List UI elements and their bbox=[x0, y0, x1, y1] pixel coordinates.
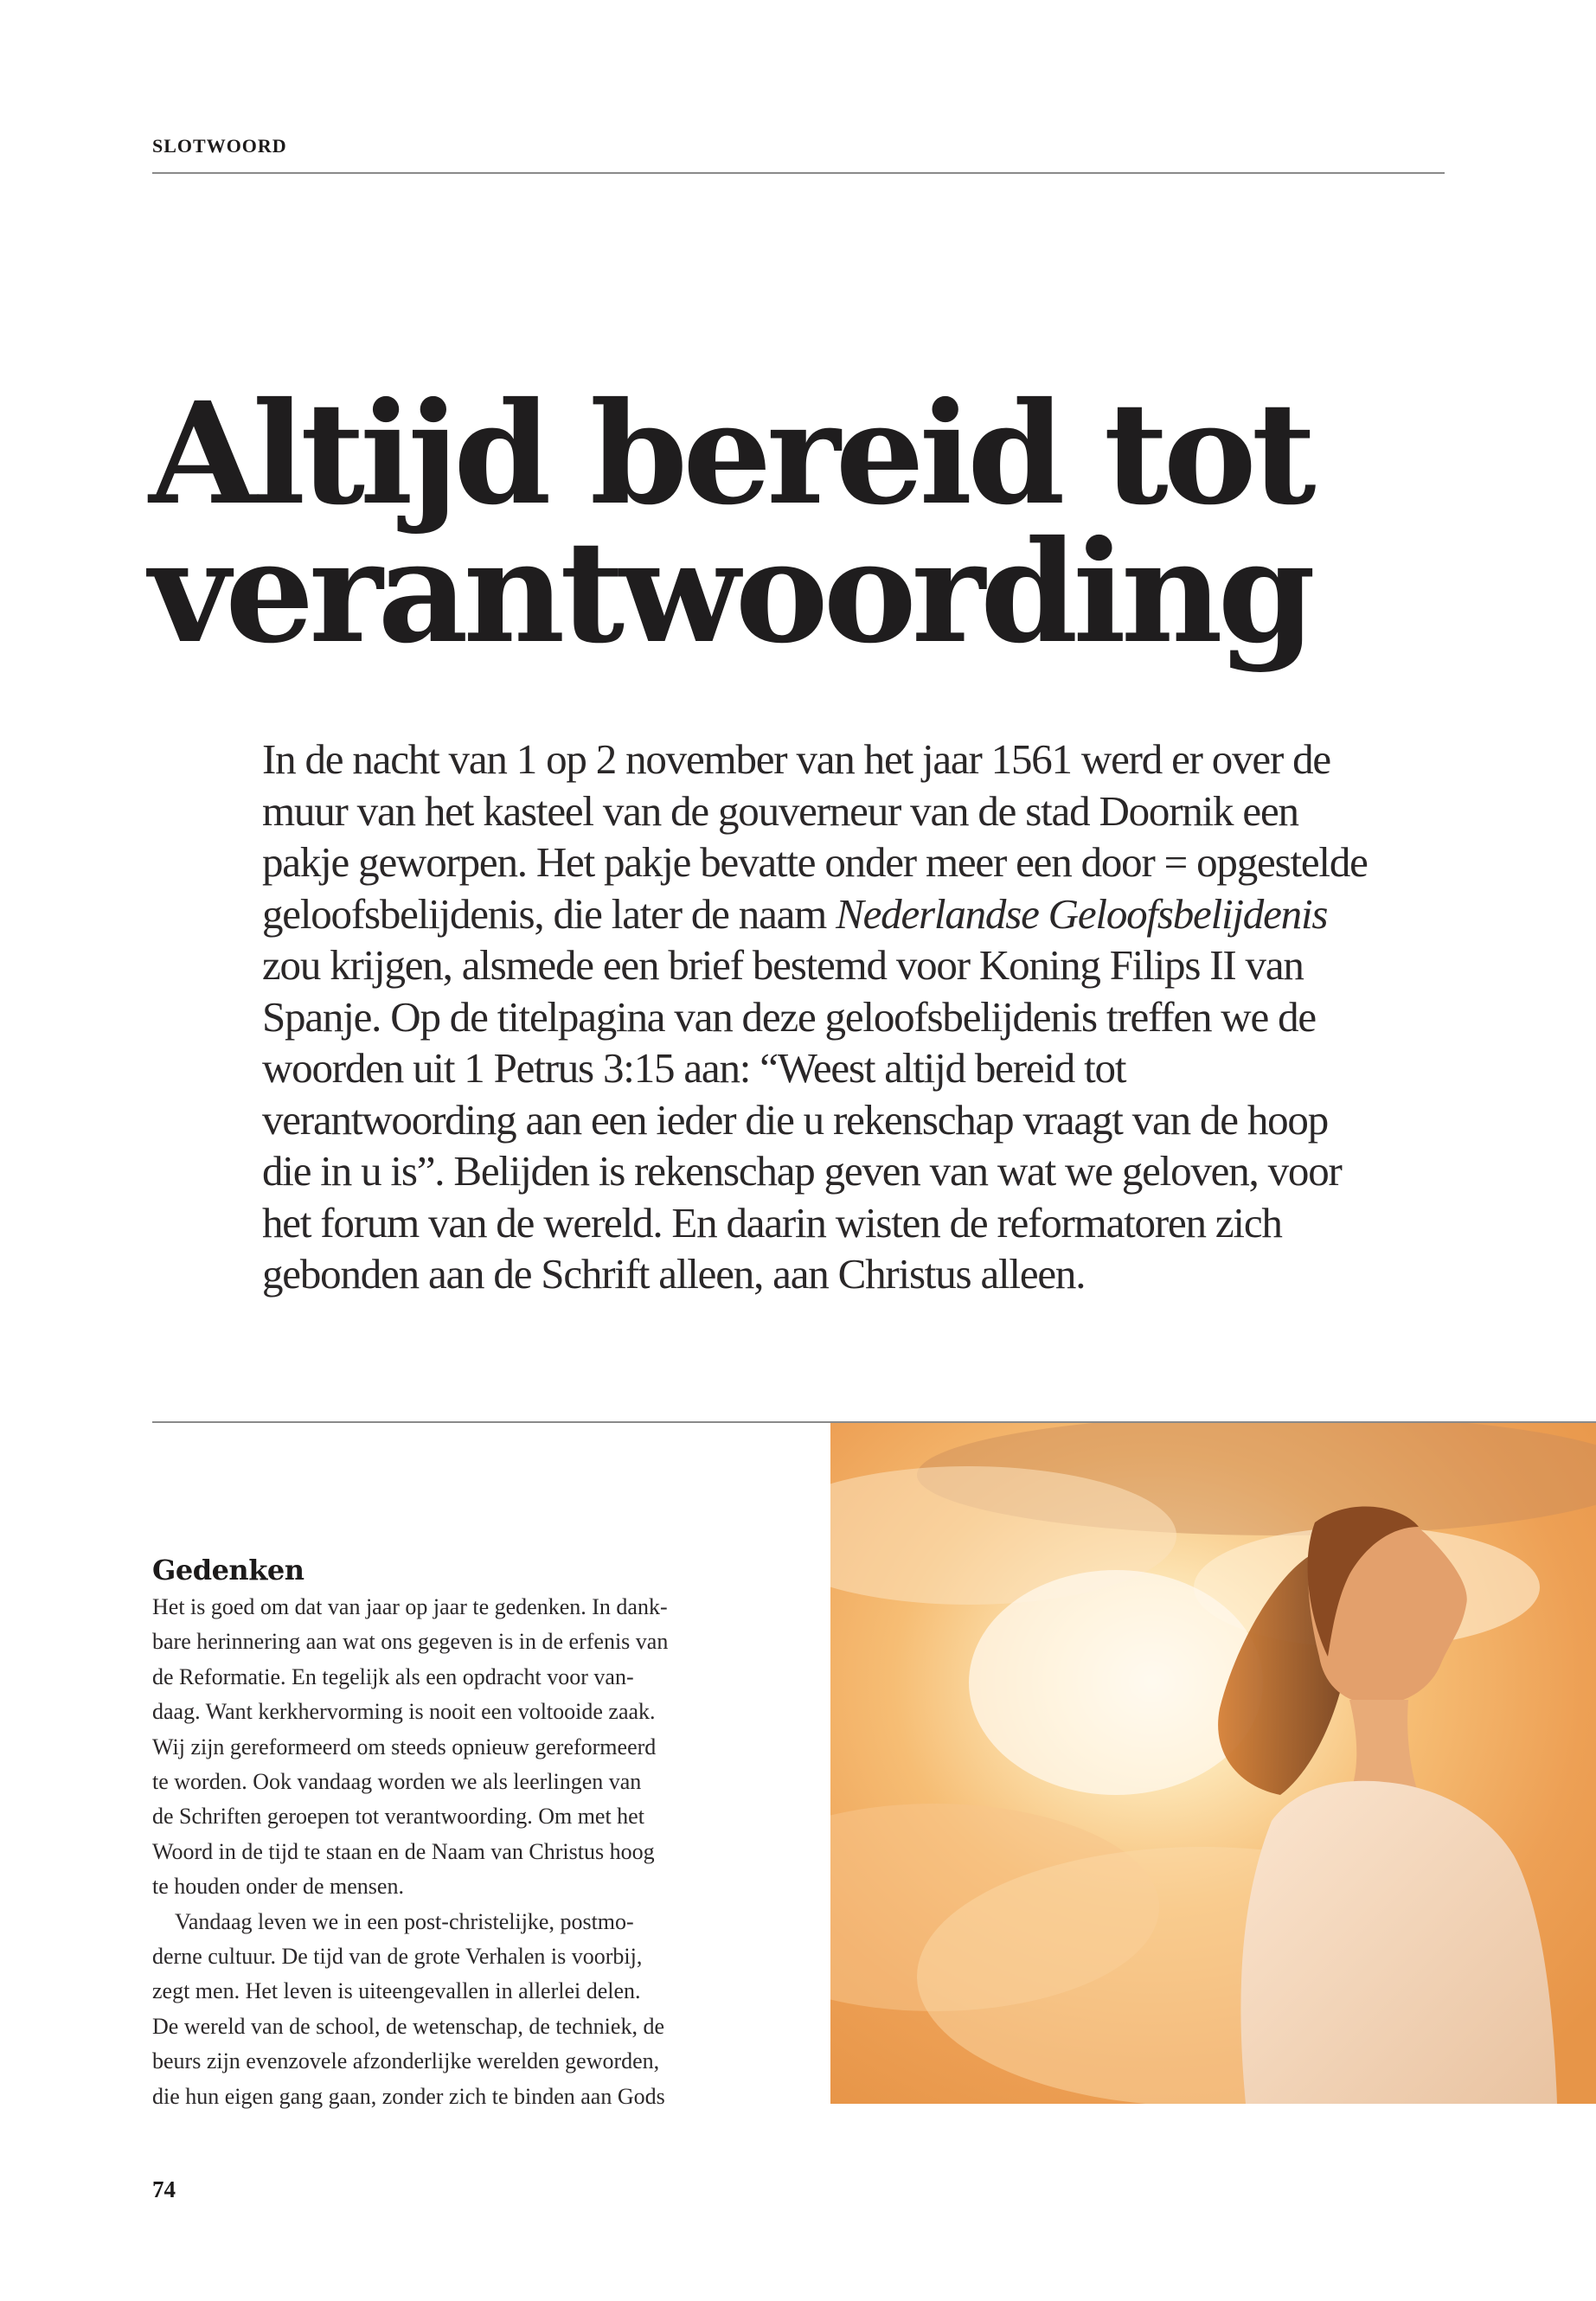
photo-woman-in-sunlight bbox=[830, 1423, 1596, 2104]
intro-text-1: In de nacht van 1 op 2 november van het jaar 1561 werd er over de muur van het kasteel van de gouverneur van de stad Doornik een pakje geworpen. Het pakje bevatte onder meer een door = opgestelde geloofsbelijdenis, die later de naam bbox=[262, 735, 1368, 938]
body-line: Woord in de tijd te staan en de Naam van Christus hoog bbox=[152, 1838, 655, 1864]
body-line: Het is goed om dat van jaar op jaar te gedenken. In dank- bbox=[152, 1594, 668, 1619]
body-line: zegt men. Het leven is uiteengevallen in allerlei delen. bbox=[152, 1978, 641, 2004]
article-title-line-1: Altijd bereid tot bbox=[149, 372, 1311, 536]
section-subhead: Gedenken bbox=[152, 1554, 304, 1586]
intro-paragraph bbox=[262, 734, 1369, 1300]
body-line: de Schriften geroepen tot verantwoording. Om met het bbox=[152, 1804, 644, 1830]
page-number: 74 bbox=[152, 2176, 176, 2202]
body-line: die hun eigen gang gaan, zonder zich te binden aan Gods bbox=[152, 2083, 665, 2109]
body-line: daag. Want kerkhervorming is nooit een voltooide zaak. bbox=[152, 1699, 656, 1725]
body-line: te houden onder de mensen. bbox=[152, 1874, 404, 1900]
article-title-line-2: verantwoording bbox=[149, 510, 1311, 675]
body-line: beurs zijn evenzovele afzonderlijke werelden geworden, bbox=[152, 2048, 660, 2074]
body-line: Vandaag leven we in een post-christelijke, postmo- bbox=[175, 1908, 634, 1934]
body-column bbox=[152, 1590, 758, 2114]
article-title bbox=[149, 372, 1311, 675]
body-line: de Reformatie. En tegelijk als een opdracht voor van- bbox=[152, 1663, 634, 1689]
intro-italic-title: Nederlandse Geloofsbelijdenis bbox=[836, 889, 1328, 938]
body-line: te worden. Ook vandaag worden we als leerlingen van bbox=[152, 1769, 642, 1795]
body-line: De wereld van de school, de wetenschap, de techniek, de bbox=[152, 2013, 664, 2039]
header-rule bbox=[152, 172, 1445, 174]
body-line: derne cultuur. De tijd van de grote Verhalen is voorbij, bbox=[152, 1944, 643, 1970]
section-label: SLOTWOORD bbox=[152, 135, 287, 157]
intro-text-2: zou krijgen, alsmede een brief bestemd voor Koning Filips II van Spanje. Op de titelpagina van deze geloofsbelijdenis treffen we de woorden uit 1 Petrus 3:15 aan: “Weest altijd bereid tot verantwoording aan een ieder die u rekenschap vraagt van de hoop die in u is”. Belijden is rekenschap geven van wat we geloven, voor het forum van de wereld. En daarin wisten de reformatoren zich gebonden aan de Schrift alleen, aan Christus alleen. bbox=[262, 941, 1342, 1298]
body-line: Wij zijn gereformeerd om steeds opnieuw gereformeerd bbox=[152, 1734, 657, 1759]
body-line: bare herinnering aan wat ons gegeven is in de erfenis van bbox=[152, 1629, 669, 1655]
